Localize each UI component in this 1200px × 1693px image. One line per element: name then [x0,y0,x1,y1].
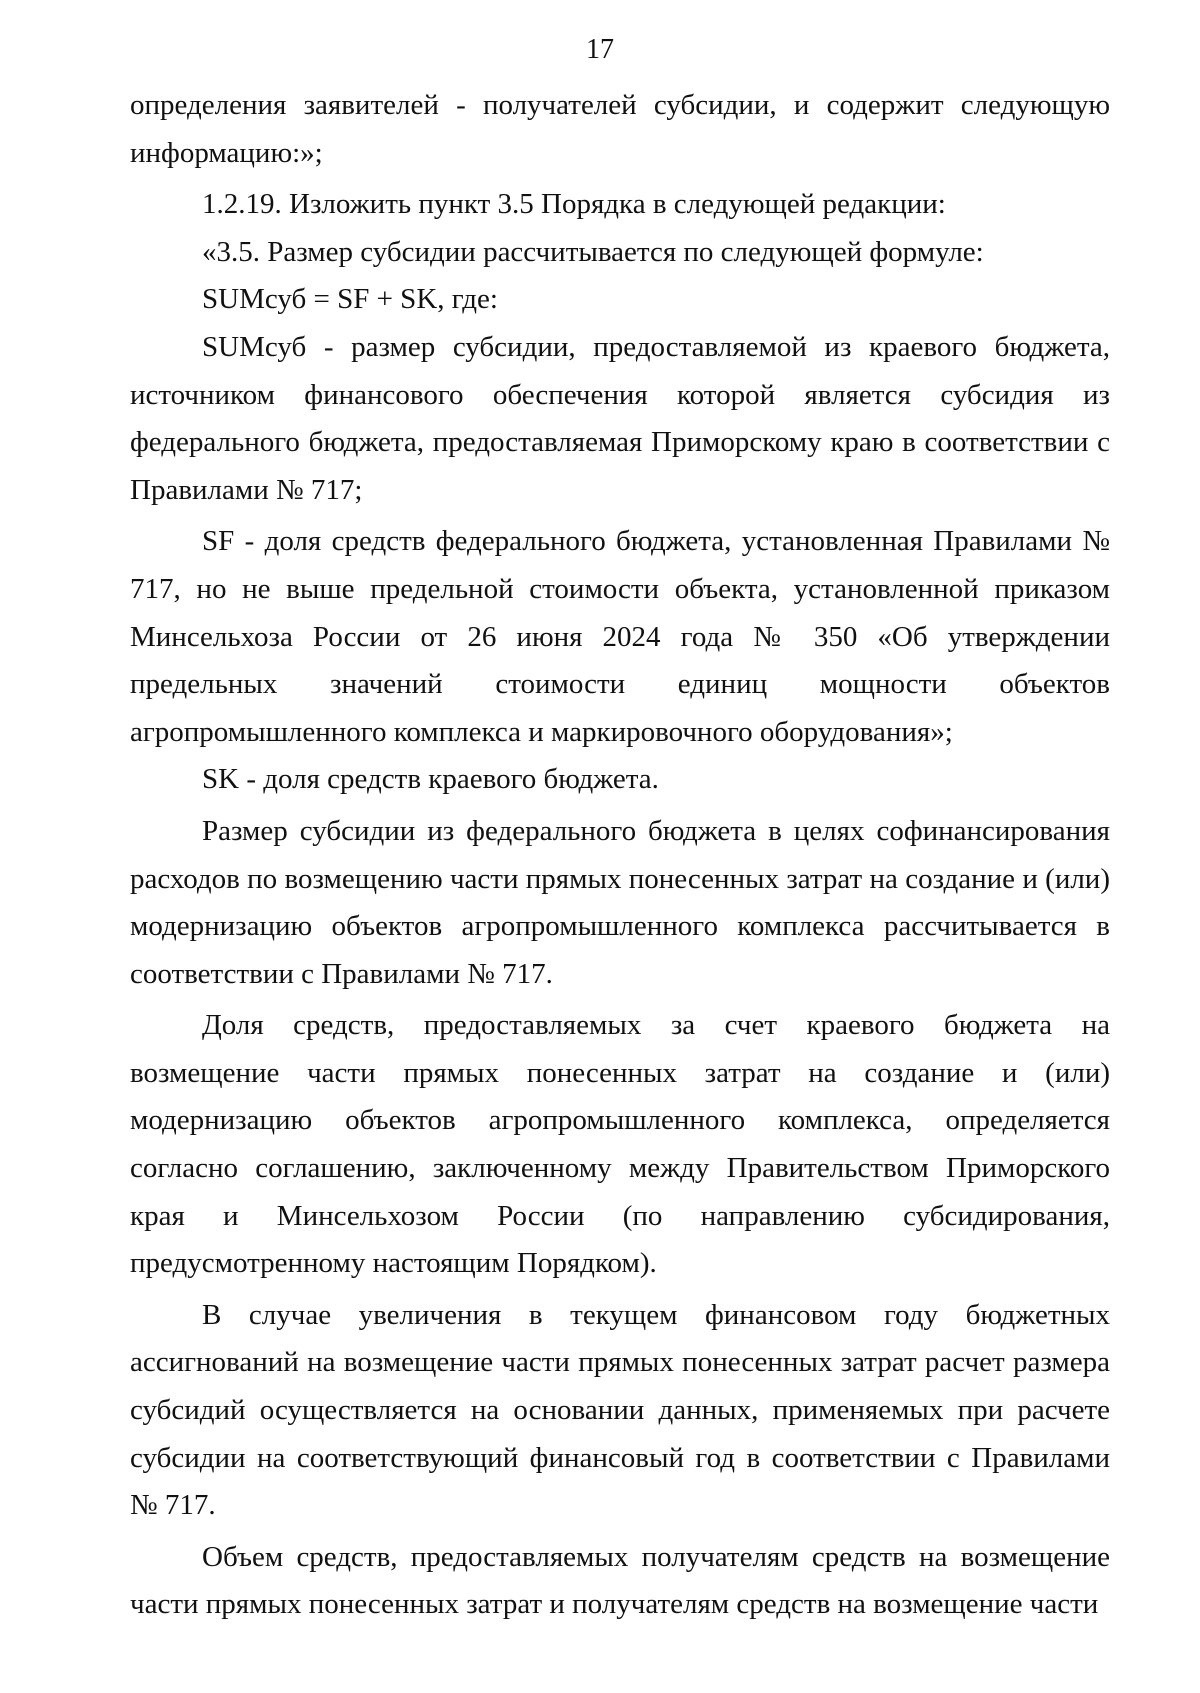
paragraph-continuation: определения заявителей - получателей субсидии, и содержит следующую информацию:»; [130,89,1110,169]
document-body [130,82,1110,1629]
paragraph-sumsub-definition: SUMсуб - размер субсидии, предоставляемой из краевого бюджета, источником финансового обеспечения которой является субсидия из федерального бюджета, предоставляемая Приморскому краю в соответствии с Правилами № 717; [130,330,1110,506]
page-number: 17 [586,34,614,65]
paragraph-amendment-intro: 1.2.19. Изложить пункт 3.5 Порядка в следующей редакции: [202,188,946,221]
paragraph-federal-subsidy: Размер субсидии из федерального бюджета в целях софинансирования расходов по возмещению части прямых понесенных затрат на создание и (или) модернизацию объектов агропромышленного комплекса рассчитывается в соответствии с Правилами № 717. [130,814,1110,990]
paragraph-formula: SUMсуб = SF + SK, где: [202,283,498,316]
paragraph-sk-definition: SK - доля средств краевого бюджета. [202,763,659,796]
paragraph-formula-intro: «3.5. Размер субсидии рассчитывается по следующей формуле: [202,235,984,268]
paragraph-funds-volume: Объем средств, предоставляемых получателям средств на возмещение части прямых понесенных затрат и получателям средств на возмещение части [130,1540,1110,1621]
paragraph-sf-definition: SF - доля средств федерального бюджета, установленная Правилами № 717, но не выше предельной стоимости объекта, установленной приказом Минсельхоза России от 26 июня 2024 года № 350 «Об утверждении предельных значений стоимости единиц мощности объектов агропромышленного комплекса и маркировочного оборудования»; [130,525,1110,748]
paragraph-budget-increase: В случае увеличения в текущем финансовом году бюджетных ассигнований на возмещение части прямых понесенных затрат расчет размера субсидий осуществляется на основании данных, применяемых при расчете субсидии на соответствующий финансовый год в соответствии с Правилами № 717. [130,1298,1110,1522]
paragraph-regional-share: Доля средств, предоставляемых за счет краевого бюджета на возмещение части прямых понесенных затрат на создание и (или) модернизацию объектов агропромышленного комплекса, определяется согласно соглашению, заключенному между Правительством Приморского края и Минсельхозом России (по направлению субсидирования, предусмотренному настоящим Порядком). [130,1009,1110,1280]
